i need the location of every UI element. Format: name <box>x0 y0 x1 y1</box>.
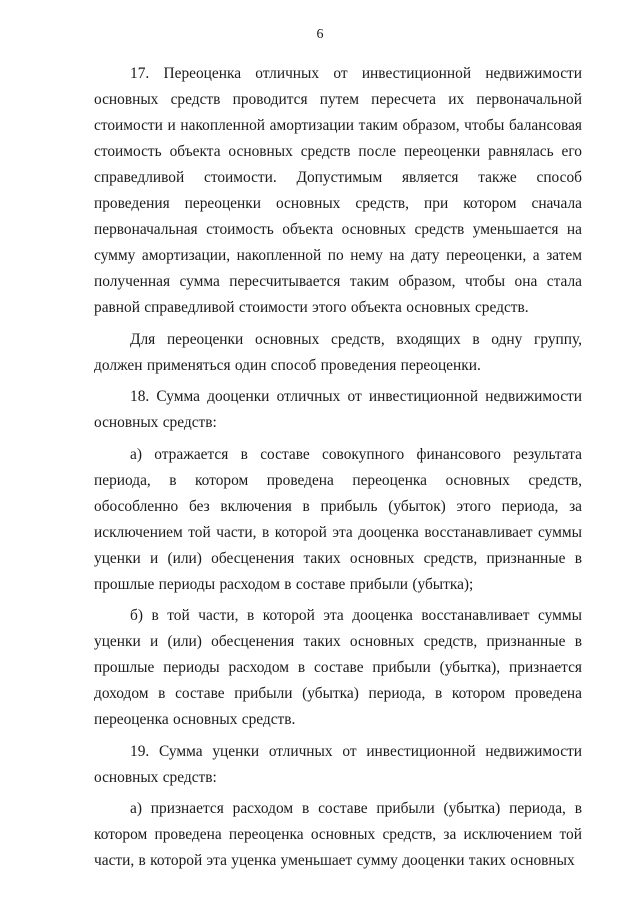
paragraph-19-a: а) признается расходом в составе прибыли (убытка) периода, в котором проведена переоценка основных средств, за исключением той части, в которой эта уценка уменьшает сумму дооценки таких основных <box>94 800 582 869</box>
paragraph-17: 17. Переоценка отличных от инвестиционной недвижимости основных средств проводится путем пересчета их первоначальной стоимости и накопленной амортизации таким образом, чтобы балансовая стоимость объекта основных средств после переоценки равнялась его справедливой стоимости. Допустимым является также способ проведения переоценки основных средств, при котором сначала первоначальная стоимость объекта основных средств уменьшается на сумму амортизации, накопленной по нему на дату переоценки, а затем полученная сумма пересчитывается таким образом, чтобы она стала равной справедливой стоимости этого объекта основных средств. <box>94 65 582 316</box>
paragraph-18-a: а) отражается в составе совокупного финансового результата периода, в котором проведена переоценка основных средств, обособленно без включения в прибыль (убыток) этого периода, за исключением той части, в которой эта дооценка восстанавливает суммы уценки и (или) обесценения таких основных средств, признанные в прошлые периоды расходом в составе прибыли (убытка); <box>94 445 582 593</box>
paragraph-18: 18. Сумма дооценки отличных от инвестиционной недвижимости основных средств: <box>94 388 582 431</box>
document-body <box>94 61 582 880</box>
page-number: 6 <box>316 27 324 42</box>
paragraph-19: 19. Сумма уценки отличных от инвестиционной недвижимости основных средств: <box>94 742 582 786</box>
paragraph-revaluation-method: Для переоценки основных средств, входящих в одну группу, должен применяться один способ проведения переоценки. <box>94 330 582 374</box>
paragraph-18-b: б) в той части, в которой эта дооценка восстанавливает суммы уценки и (или) обесценения таких основных средств, признанные в прошлые периоды расходом в составе прибыли (убытка), признается доходом в составе прибыли (убытка) периода, в котором проведена переоценка основных средств. <box>94 607 582 728</box>
